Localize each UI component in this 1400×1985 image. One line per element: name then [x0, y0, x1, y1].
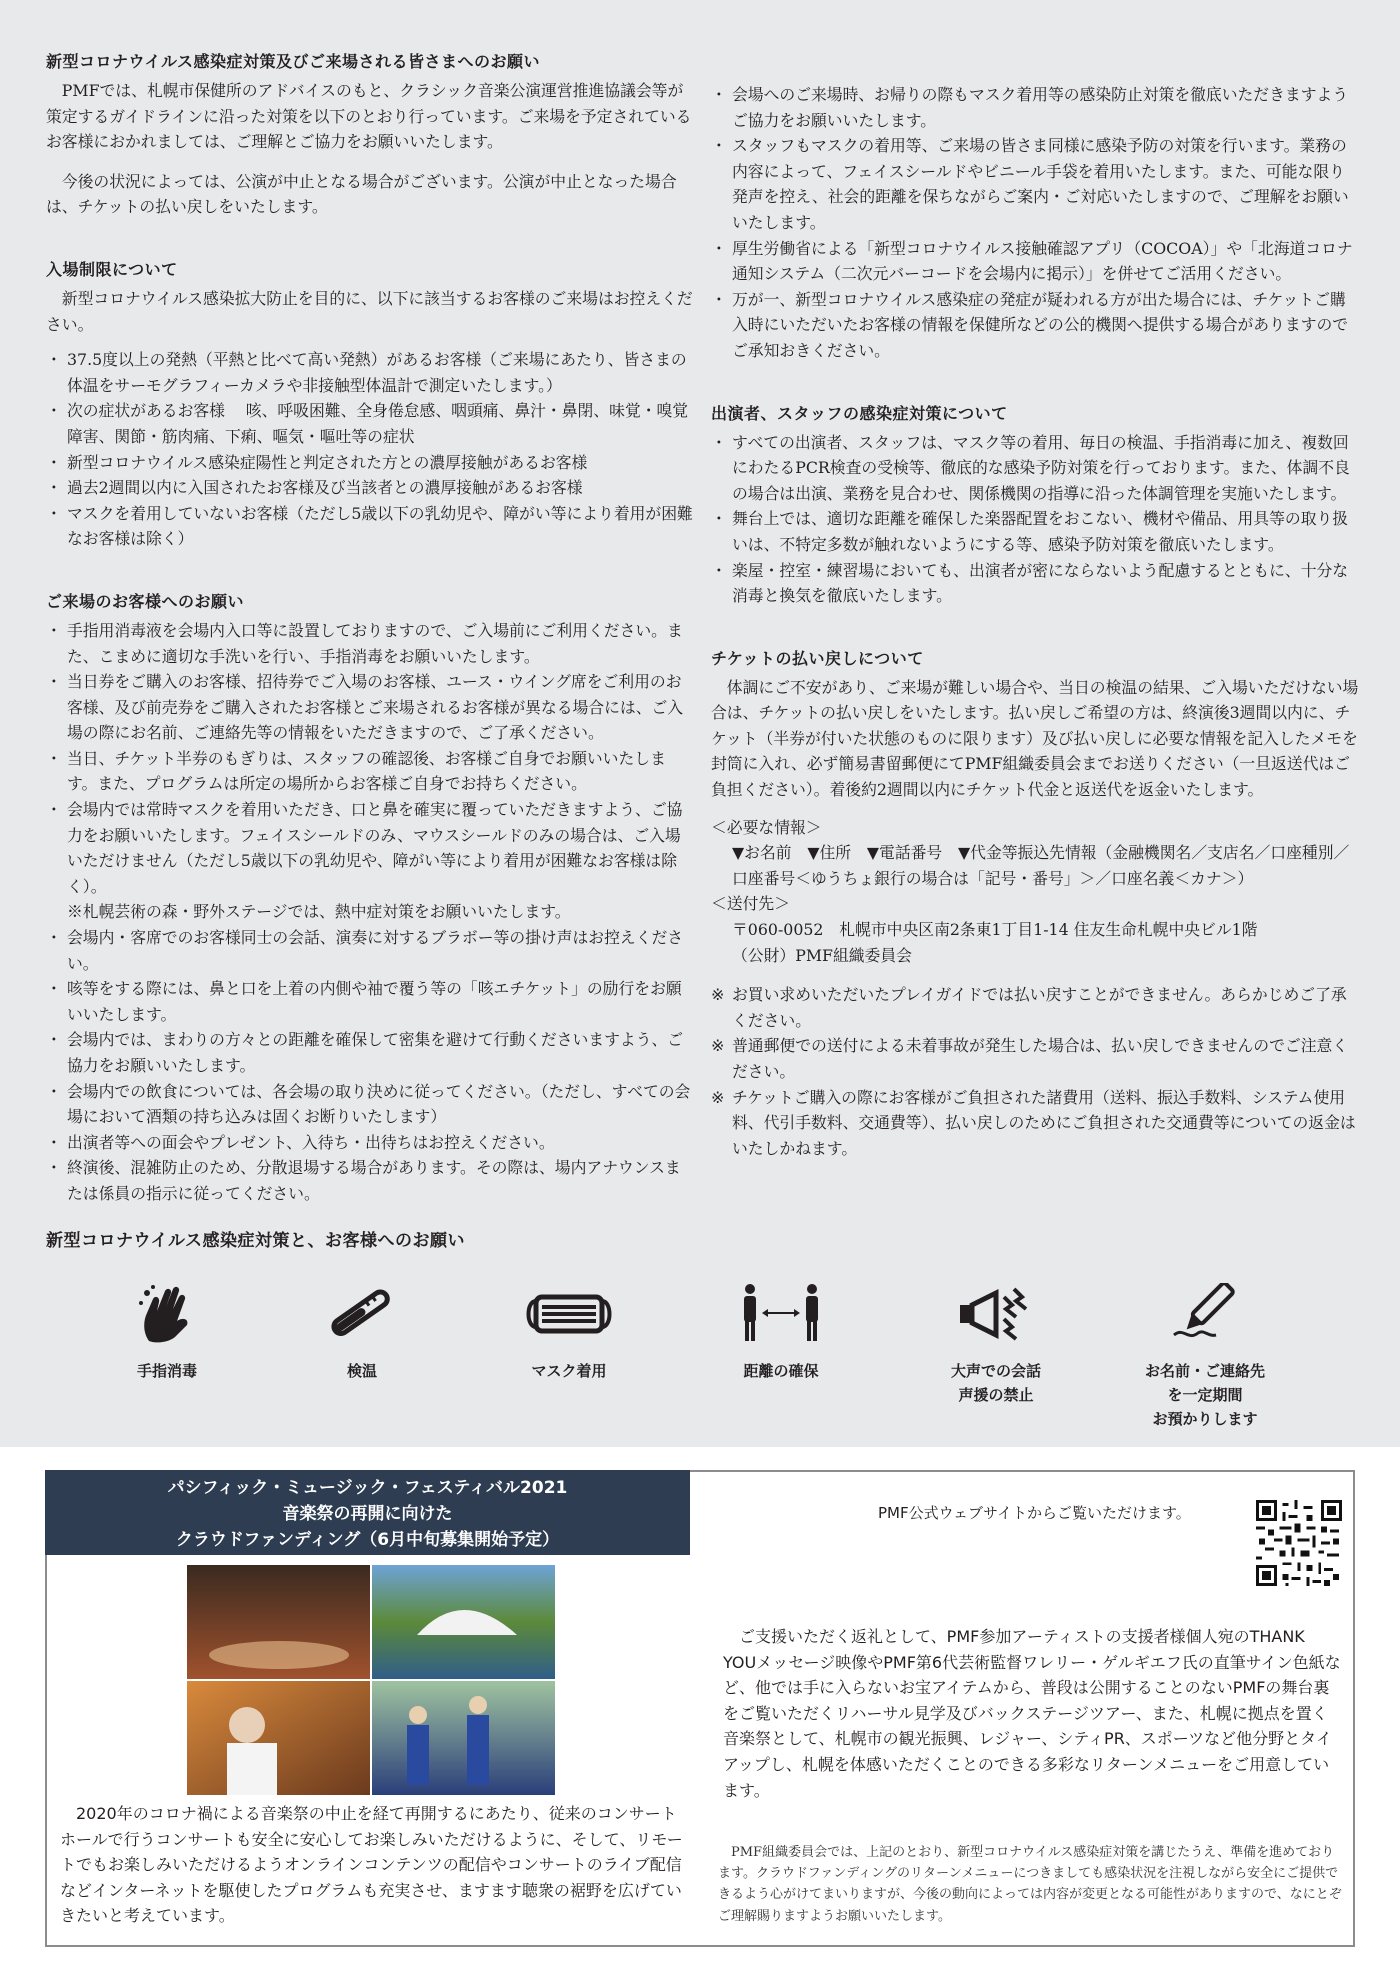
send-label: ＜送付先＞	[711, 894, 790, 914]
entry-intro: 新型コロナウイルス感染拡大防止を目的に、以下に該当するお客様のご来場はお控えください。	[46, 288, 693, 334]
list-item: ・ 楽屋・控室・練習場においても、出演者が密にならないよう配慮するとともに、十分な消毒と換気を徹底いたします。	[711, 558, 1359, 609]
icon-label: を一定期間	[1167, 1386, 1243, 1404]
banner-line: クラウドファンディング（6月中旬募集開始予定）	[175, 1530, 560, 1550]
icon-label: 検温	[346, 1362, 377, 1380]
required-info: ▼お名前 ▼住所 ▼電話番号 ▼代金等振込先情報（金融機関名／支店名／口座種別／口座番号＜ゆうちょ銀行の場合は「記号・番号」＞／口座名義＜カナ＞）	[732, 843, 1350, 888]
photo-collage	[187, 1565, 555, 1795]
heading-visitors: ご来場のお客様へのお願い	[46, 591, 245, 611]
icon-item-hand	[82, 1283, 252, 1383]
icon-label: 声援の禁止	[958, 1386, 1034, 1404]
list-item: ・ 終演後、混雑防止のため、分散退場する場合があります。その際は、場内アナウンスまたは係員の指示に従ってください。	[46, 1155, 694, 1206]
thermometer-icon	[322, 1283, 402, 1343]
list-item: ※ チケットご購入の際にお客様がご負担された諸費用（送料、振込手数料、システム使用料、代引手数料、交通費等）、払い戻しのためにご負担された交通費等についての返金はいたしかねます。	[711, 1085, 1359, 1162]
left-column	[46, 50, 694, 1207]
qr-code-icon[interactable]	[1256, 1500, 1342, 1586]
entry-list	[46, 347, 694, 552]
intro-paragraph: PMFでは、札幌市保健所のアドバイスのもと、クラシック音楽公演運営推進協議会等が策定するガイドラインに沿った対策を以下のとおり行っています。ご来場を予定されているお客様におかれましては、ご理解とご協力をお願いいたします。	[46, 81, 692, 152]
icon-label: 大声での会話	[950, 1362, 1041, 1380]
heading-staff: 出演者、スタッフの感染症対策について	[711, 403, 1008, 423]
list-item: ・ 新型コロナウイルス感染症陽性と判定された方との濃厚接触があるお客様	[46, 450, 694, 476]
heading-main: 新型コロナウイルス感染症対策及びご来場される皆さまへのお願い	[46, 52, 541, 71]
list-item: ・ 当日券をご購入のお客様、招待券でご入場のお客様、ユース・ウイング席をご利用のお客様、及び前売券をご購入されたお客様とご来場されるお客様が異なる場合には、ご入場の際にお名前、ご連絡先等の情報をいただきますので、ご了承ください。	[46, 669, 694, 746]
icon-label: お名前・ご連絡先	[1144, 1362, 1265, 1380]
list-item: ・ 舞台上では、適切な距離を確保した楽器配置をおこない、機材や備品、用具等の取り扱いは、不特定多数が触れないようにする等、感染予防対策を徹底いたします。	[711, 506, 1359, 557]
distance-icon	[736, 1283, 826, 1343]
right-column	[711, 82, 1359, 1161]
list-item: ・ 当日、チケット半券のもぎりは、スタッフの確認後、お客様ご自身でお願いいたします。また、プログラムは所定の場所からお客様ご自身でお持ちください。	[46, 746, 694, 797]
heading-entry: 入場制限について	[46, 259, 178, 279]
icon-label: お預かりします	[1152, 1410, 1258, 1428]
icon-item-mask	[484, 1283, 654, 1383]
crowdfunding-description: 2020年のコロナ禍による音楽祭の中止を経て再開するにあたり、従来のコンサートホールで行うコンサートも安全に安心してお楽しみいただけるように、そして、リモートでもお楽しみいただけるようオンラインコンテンツの配信やコンサートのライブ配信などインターネットを駆使したプログラムも充実させ、ますます聴衆の裾野を広げていきたいと考えています。	[60, 1804, 683, 1925]
banner-line: 音楽祭の再開に向けた	[282, 1504, 453, 1524]
banner-line: パシフィック・ミュージック・フェスティバル2021	[167, 1478, 568, 1498]
list-item: ・ 会場内では常時マスクを着用いただき、口と鼻を確実に覆っていただきますよう、ご協力をお願いいたします。フェイスシールドのみ、マウスシールドのみの場合は、ご入場いただけません（ただし5歳以下の乳幼児や、障がい等により着用が困難なお客様は除く）。	[46, 797, 694, 899]
refund-notes	[711, 982, 1359, 1161]
list-item: ・ 手指用消毒液を会場内入口等に設置しておりますので、ご入場前にご利用ください。また、こまめに適切な手洗いを行い、手指消毒をお願いいたします。	[46, 618, 694, 669]
committee-note: PMF組織委員会では、上記のとおり、新型コロナウイルス感染症対策を講じたうえ、準備を進めております。クラウドファンディングのリターンメニューにつきましても感染状況を注視しながら安全にご提供できるよう心がけてまいりますが、今後の動向によっては内容が変更となる可能性がありますので、なにとぞご理解賜りますようお願いいたします。	[718, 1845, 1342, 1924]
visitor-list	[46, 618, 694, 900]
list-item: ・ 37.5度以上の発熱（平熱と比べて高い発熱）があるお客様（ご来場にあたり、皆さまの体温をサーモグラフィーカメラや非接触型体温計で測定いたします。）	[46, 347, 694, 398]
required-label: ＜必要な情報＞	[711, 817, 822, 837]
list-item: ・ すべての出演者、スタッフは、マスク等の着用、毎日の検温、手指消毒に加え、複数回にわたるPCR検査の受検等、徹底的な感染予防対策を行っております。また、体調不良の場合は出演、業務を見合わせ、関係機関の指導に沿った体調管理を実施いたします。	[711, 430, 1359, 507]
icon-item-pen	[1120, 1283, 1290, 1431]
list-item: ・ スタッフもマスクの着用等、ご来場の皆さま同様に感染予防の対策を行います。業務の内容によって、フェイスシールドやビニール手袋を着用いたします。また、可能な限り発声を控え、社会的距離を保ちながらご案内・ご対応いたしますので、ご理解をお願いいたします。	[711, 133, 1359, 235]
heading-refund: チケットの払い戻しについて	[711, 648, 924, 668]
icons-title: 新型コロナウイルス感染症対策と、お客様へのお願い	[46, 1231, 465, 1251]
mask-icon	[524, 1283, 614, 1343]
icon-item-no-shouting	[911, 1283, 1081, 1407]
list-item: ・ 咳等をする際には、鼻と口を上着の内側や袖で覆う等の「咳エチケット」の励行をお願いいたします。	[46, 976, 694, 1027]
list-item: ・ 万が一、新型コロナウイルス感染症の発症が疑われる方が出た場合には、チケットご購入時にいただいたお客様の情報を保健所などの公的機関へ提供する場合がありますのでご承知おきください。	[711, 287, 1359, 364]
icon-item-distance	[696, 1283, 866, 1383]
list-item: ・ 会場内・客席でのお客様同士の会話、演奏に対するブラボー等の掛け声はお控えください。	[46, 925, 694, 976]
hand-sanitize-icon	[135, 1283, 199, 1343]
crowdfunding-banner	[45, 1470, 690, 1555]
refund-paragraph: 体調にご不安があり、ご来場が難しい場合や、当日の検温の結果、ご入場いただけない場合は、チケットの払い戻しをいたします。払い戻しご希望の方は、終演後3週間以内に、チケット（半券が付いた状態のものに限ります）及び払い戻しに必要な情報を記入したメモを封筒に入れ、必ず簡易書留郵便にてPMF組織委員会までお送りください（一旦返送代はご負担ください）。着後約2週間以内にチケット代金と返送代を返金いたします。	[711, 677, 1359, 800]
address: 〒060-0052 札幌市中央区南2条東1丁目1-14 住友生命札幌中央ビル1階	[732, 920, 1258, 940]
visitor-list-3	[711, 82, 1359, 364]
staff-list	[711, 430, 1359, 609]
list-item: ・ 会場へのご来場時、お帰りの際もマスク着用等の感染防止対策を徹底いただきますようご協力をお願いいたします。	[711, 82, 1359, 133]
list-item: ・ 厚生労働省による「新型コロナウイルス接触確認アプリ（COCOA）」や「北海道コロナ通知システム（二次元バーコードを会場内に掲示）」を併せてご活用ください。	[711, 236, 1359, 287]
no-shouting-icon	[956, 1283, 1036, 1343]
organization: （公財）PMF組織委員会	[732, 945, 912, 965]
photo-collage-image	[187, 1565, 555, 1795]
list-item: ・ 次の症状があるお客様 咳、呼吸困難、全身倦怠感、咽頭痛、鼻汁・鼻閉、味覚・嗅覚障害、関節・筋肉痛、下痢、嘔気・嘔吐等の症状	[46, 398, 694, 449]
returns-description: ご支援いただく返礼として、PMF参加アーティストの支援者様個人宛のTHANK YOUメッセージ映像やPMF第6代芸術監督ワレリー・ゲルギエフ氏の直筆サイン色紙など、他では手に入らないお宝アイテムから、普段は公開することのないPMFの舞台裏をご覧いただくリハーサル見学及びバックステージツアー、また、札幌に拠点を置く音楽祭として、札幌市の観光振興、レジャー、シティPR、スポーツなど他分野とタイアップし、札幌を体感いただくことのできる多彩なリターンメニューをご用意しています。	[723, 1627, 1341, 1800]
list-item: ・ 会場内では、まわりの方々との距離を確保して密集を避けて行動くださいますよう、ご協力をお願いいたします。	[46, 1027, 694, 1078]
list-item: ※ 普通郵便での送付による未着事故が発生した場合は、払い戻しできませんのでご注意ください。	[711, 1033, 1359, 1084]
visitor-list-2	[46, 925, 694, 1207]
list-item: ・ 過去2週間以内に入国されたお客様及び当該者との濃厚接触があるお客様	[46, 475, 694, 501]
icon-label: 距離の確保	[743, 1362, 819, 1380]
cancel-paragraph: 今後の状況によっては、公演が中止となる場合がございます。公演が中止となった場合は、チケットの払い戻しをいたします。	[46, 171, 677, 217]
list-item: ※ お買い求めいただいたプレイガイドでは払い戻すことができません。あらかじめご了承ください。	[711, 982, 1359, 1033]
pen-icon	[1170, 1283, 1240, 1343]
icon-label: マスク着用	[531, 1362, 607, 1380]
qr-code	[1256, 1500, 1342, 1586]
list-item: ・ 会場内での飲食については、各会場の取り決めに従ってください。（ただし、すべての会場において酒類の持ち込みは固くお断りいたします）	[46, 1079, 694, 1130]
website-text: PMF公式ウェブサイトからご覧いただけます。	[878, 1504, 1191, 1522]
list-item: ・ マスクを着用していないお客様（ただし5歳以下の乳幼児や、障がい等により着用が困難なお客様は除く）	[46, 501, 694, 552]
icon-item-thermometer	[277, 1283, 447, 1383]
heatstroke-note: ※札幌芸術の森・野外ステージでは、熱中症対策をお願いいたします。	[67, 902, 571, 922]
icon-label: 手指消毒	[136, 1362, 197, 1380]
list-item: ・ 出演者等への面会やプレゼント、入待ち・出待ちはお控えください。	[46, 1130, 694, 1156]
